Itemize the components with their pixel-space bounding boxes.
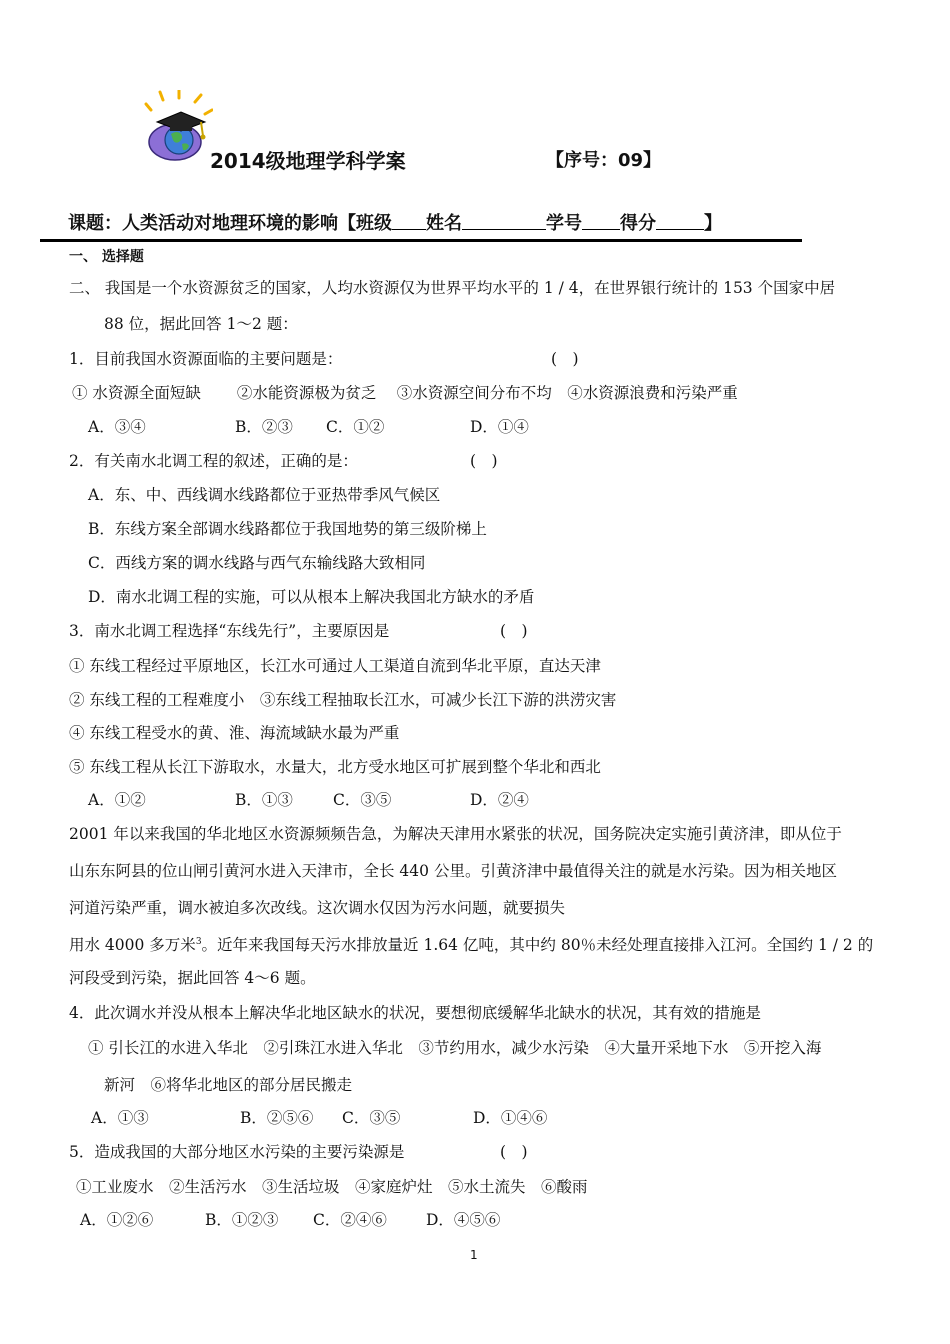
q4-choice-c[interactable]: C．③⑤: [342, 1109, 401, 1127]
q2-choice-a[interactable]: A．东、中、西线调水线路都位于亚热带季风气候区: [88, 486, 441, 504]
topic-title: 课题：人类活动对地理环境的影响【班级: [68, 213, 392, 234]
q1-stem: 1．目前我国水资源面临的主要问题是：: [69, 350, 343, 368]
q4-stem: 4．此次调水并没从根本上解决华北地区缺水的状况，要想彻底缓解华北缺水的状况，其有效的措施是: [69, 1004, 761, 1022]
passage-line-5: 河段受到污染，据此回答 4～6 题。: [69, 969, 316, 987]
passage-line-4: [69, 932, 873, 955]
graduation-cap-globe-logo: [143, 90, 213, 162]
q3-option-1: ① 东线工程经过平原地区，长江水可通过人工渠道自流到华北平原，直达天津: [69, 657, 601, 675]
q5-choice-d[interactable]: D．④⑤⑥: [426, 1211, 501, 1229]
q3-option-2-3: ② 东线工程的工程难度小 ③东线工程抽取长江水，可减少长江下游的洪涝灾害: [69, 691, 617, 709]
q3-option-4: ④ 东线工程受水的黄、淮、海流域缺水最为严重: [69, 724, 400, 742]
q2-answer-paren: ( ): [470, 452, 498, 470]
q5-choice-a[interactable]: A．①②⑥: [80, 1211, 154, 1229]
q4-choice-b[interactable]: B．②⑤⑥: [240, 1109, 314, 1127]
q4-choice-d[interactable]: D．①④⑥: [473, 1109, 548, 1127]
q1-options: ① 水资源全面短缺 ②水能资源极为贫乏 ③水资源空间分布不均 ④水资源浪费和污染严重: [72, 384, 738, 402]
q3-choice-d[interactable]: D．②④: [470, 791, 529, 809]
q2-choice-c[interactable]: C．西线方案的调水线路与西气东输线路大致相同: [88, 554, 426, 572]
passage-line-4a: 用水 4000 多万米: [69, 936, 196, 955]
q3-option-5: ⑤ 东线工程从长江下游取水，水量大，北方受水地区可扩展到整个华北和西北: [69, 758, 601, 776]
q5-choice-b[interactable]: B．①②③: [205, 1211, 279, 1229]
id-label: 学号: [546, 213, 582, 234]
q5-stem: 5．造成我国的大部分地区水污染的主要污染源是: [69, 1143, 405, 1161]
q1-choice-c[interactable]: C．①②: [326, 418, 385, 436]
q1-choice-b[interactable]: B．②③: [235, 418, 293, 436]
score-label: 得分: [620, 213, 656, 234]
q3-answer-paren: ( ): [500, 622, 528, 640]
class-field[interactable]: [392, 213, 426, 230]
header-rule: [40, 239, 802, 242]
passage-line-3: 河道污染严重，调水被迫多次改线。这次调水仅因为污水问题，就要损失: [69, 899, 566, 917]
id-field[interactable]: [582, 213, 620, 230]
q2-stem: 2．有关南水北调工程的叙述，正确的是：: [69, 452, 358, 470]
q3-choice-a[interactable]: A．①②: [88, 791, 146, 809]
document-title: 2014级地理学科学案: [210, 149, 406, 173]
page-number: 1: [470, 1248, 478, 1262]
q3-stem: 3．南水北调工程选择“东线先行”，主要原因是: [69, 622, 390, 640]
passage-line-1: 2001 年以来我国的华北地区水资源频频告急，为解决天津用水紧张的状况，国务院决定实施引黄济津，即从位于: [69, 825, 842, 843]
intro-line-1: 二、 我国是一个水资源贫乏的国家，人均水资源仅为世界平均水平的 1 / 4，在世界银行统计的 153 个国家中居: [69, 279, 836, 297]
q5-options: ①工业废水 ②生活污水 ③生活垃圾 ④家庭炉灶 ⑤水土流失 ⑥酸雨: [76, 1178, 588, 1196]
intro-line-2: 88 位，据此回答 1～2 题：: [104, 315, 298, 333]
q4-options-line-1: ① 引长江的水进入华北 ②引珠江水进入华北 ③节约用水，减少水污染 ④大量开采地下水 ⑤开挖入海: [88, 1039, 822, 1057]
topic-close: 】: [704, 213, 722, 234]
q5-choice-c[interactable]: C．②④⑥: [313, 1211, 387, 1229]
q1-answer-paren: ( ): [551, 350, 579, 368]
cubic-superscript: 3: [195, 937, 202, 947]
q3-choice-b[interactable]: B．①③: [235, 791, 293, 809]
passage-line-4b: 。近年来我国每天污水排放量近 1.64 亿吨，其中约 80％未经处理直接排入江河。全国约 1 / 2 的: [201, 936, 874, 955]
q1-choice-a[interactable]: A．③④: [88, 418, 146, 436]
topic-line: [68, 209, 722, 235]
score-field[interactable]: [656, 213, 704, 230]
q3-choice-c[interactable]: C．③⑤: [333, 791, 392, 809]
name-field[interactable]: [462, 213, 546, 230]
q4-options-line-2: 新河 ⑥将华北地区的部分居民搬走: [104, 1076, 353, 1094]
serial-number: 【序号：09】: [546, 150, 662, 171]
section-heading: 一、 选择题: [69, 249, 144, 265]
passage-line-2: 山东东阿县的位山闸引黄河水进入天津市，全长 440 公里。引黄济津中最值得关注的就是水污染。因为相关地区: [69, 862, 837, 880]
q2-choice-d[interactable]: D．南水北调工程的实施，可以从根本上解决我国北方缺水的矛盾: [88, 588, 535, 606]
name-label: 姓名: [426, 213, 462, 234]
q5-answer-paren: ( ): [500, 1143, 528, 1161]
q2-choice-b[interactable]: B．东线方案全部调水线路都位于我国地势的第三级阶梯上: [88, 520, 487, 538]
q1-choice-d[interactable]: D．①④: [470, 418, 529, 436]
q4-choice-a[interactable]: A．①③: [91, 1109, 149, 1127]
